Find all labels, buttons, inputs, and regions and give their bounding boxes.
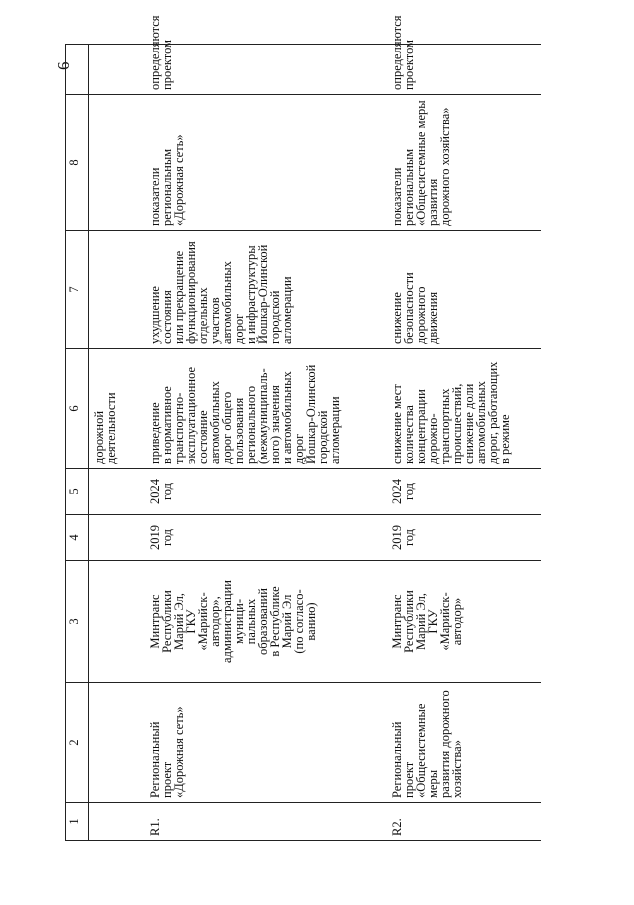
start-year: 2019 год: [147, 515, 389, 561]
header-row: [66, 45, 89, 841]
determined-by: определяются проектом: [389, 45, 541, 95]
end-year: 2024 год: [389, 469, 541, 515]
header-col-1: 1: [66, 803, 89, 841]
header-col-4: 4: [66, 515, 89, 561]
indicators: показатели региональным «Дорожная сеть»: [147, 95, 389, 231]
expected-result: снижение мест количества концентрации дорожно- транспортных происшествий, снижение доли автомобильных дорог, работающих в режиме: [389, 349, 541, 469]
header-col-5: 5: [66, 469, 89, 515]
consequences: ухудшение состояния или прекращение функционирования отдельных участков автомобильных дорог и инфраструктуры Йошкар-Олинской городской агломерации: [147, 231, 389, 349]
responsible: Минтранс Республики Марий Эл, ГКУ «Марийск- автодор»: [389, 561, 541, 683]
responsible: Минтранс Республики Марий Эл, ГКУ «Марийск- автодор», администрации муници- пальных образований в Республике Марий Эл (по согласо- ванию): [147, 561, 389, 683]
project-name: Региональный проект «Дорожная сеть»: [147, 683, 389, 803]
header-col-6: 6: [66, 349, 89, 469]
page-number: 6: [54, 61, 73, 70]
indicators: показатели региональным «Общесистемные меры развития дорожного хозяйства»: [389, 95, 541, 231]
table-row: [389, 45, 541, 841]
determined-by: определяются проектом: [147, 45, 389, 95]
header-col-7: 7: [66, 231, 89, 349]
expected-result: приведение в нормативное транспортно- эксплуатационное состояние автомобильных дорог общего пользования регионального (межмуниципаль- ного) значения и автомобильных дорог Йошкар-Олинской городской агломерации: [147, 349, 389, 469]
row-number: R1.: [147, 803, 389, 841]
continuation-row: [89, 45, 148, 841]
header-col-9: [66, 45, 89, 95]
header-col-3: 3: [66, 561, 89, 683]
project-name: Региональный проект «Общесистемные меры развития дорожного хозяйства»: [389, 683, 541, 803]
measures-table: [65, 15, 541, 841]
header-col-8: 8: [66, 95, 89, 231]
row-number: R2.: [389, 803, 541, 841]
table-row: [147, 45, 389, 841]
start-year: 2019 год: [389, 515, 541, 561]
end-year: 2024 год: [147, 469, 389, 515]
consequences: снижение безопасности дорожного движения: [389, 231, 541, 349]
continuation-cell: дорожной деятельности: [89, 349, 148, 469]
header-col-2: 2: [66, 683, 89, 803]
